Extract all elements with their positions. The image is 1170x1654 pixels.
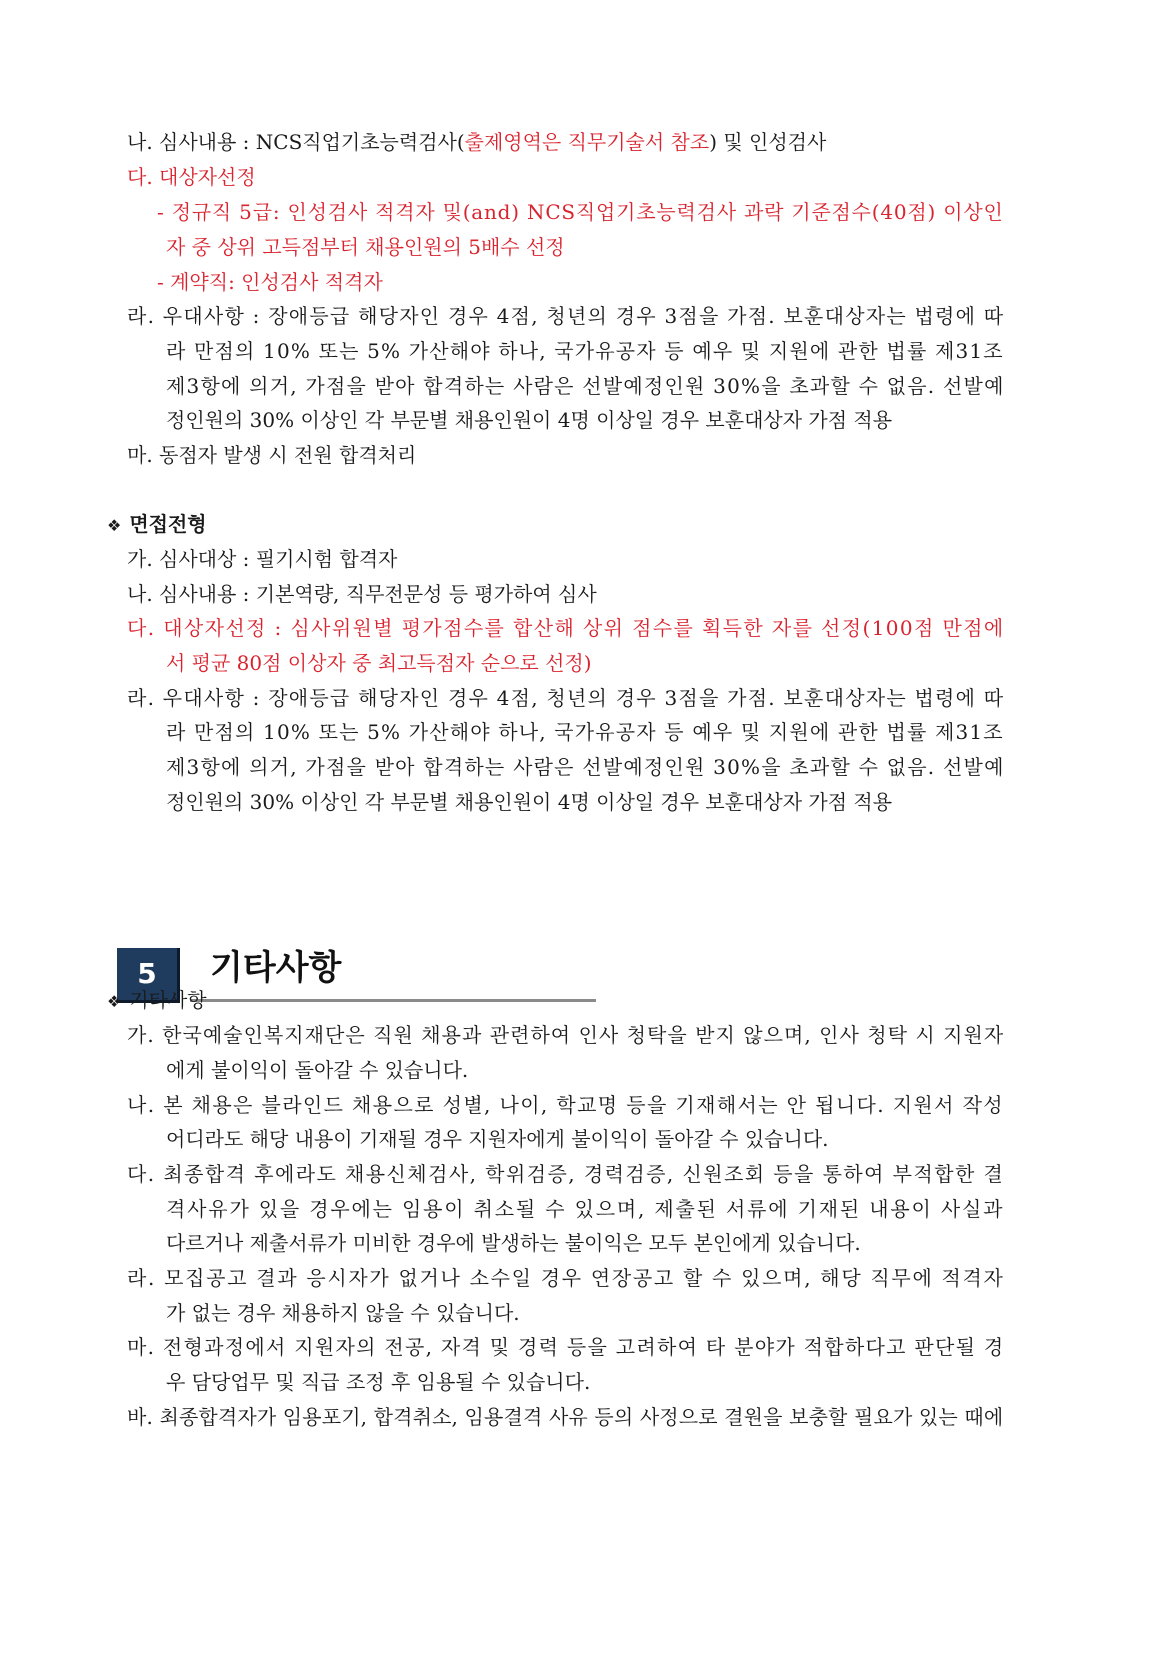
selection-regular-line2: 자 중 상위 고득점부터 채용인원의 5배수 선정 — [166, 235, 565, 259]
misc-item-na-line1: 나. 본 채용은 블라인드 채용으로 성별, 나이, 학교명 등을 기재해서는 안 됩니다. 지원서 작성 — [127, 1093, 1004, 1117]
written-preference-line2: 라 만점의 10% 또는 5% 가산해야 하나, 국가유공자 등 예우 및 지원에 관한 법률 제31조 — [166, 339, 1004, 363]
diamond-bullet-icon: ❖ — [107, 992, 122, 1011]
misc-item-ma-line1: 마. 전형과정에서 지원자의 전공, 자격 및 경력 등을 고려하여 타 분야가 적합하다고 판단될 경 — [127, 1335, 1005, 1359]
misc-item-ba-line1: 바. 최종합격자가 임용포기, 합격취소, 임용결격 사유 등의 사정으로 결원을 보충할 필요가 있는 때에 — [127, 1405, 1004, 1429]
misc-item-ra-line1: 라. 모집공고 결과 응시자가 없거나 소수일 경우 연장공고 할 수 있으며, 해당 직무에 적격자 — [127, 1266, 1005, 1290]
written-exam-content — [127, 124, 826, 160]
interview-preference-line3: 제3항에 의거, 가점을 받아 합격하는 사람은 선발예정인원 30%을 초과할 수 없음. 선발예 — [166, 755, 1005, 779]
written-tie-rule: 마. 동점자 발생 시 전원 합격처리 — [127, 443, 417, 467]
interview-preference-line4: 정인원의 30% 이상인 각 부문별 채용인원이 4명 이상일 경우 보훈대상자 가점 적용 — [166, 790, 893, 814]
interview-preference-line2: 라 만점의 10% 또는 5% 가산해야 하나, 국가유공자 등 예우 및 지원에 관한 법률 제31조 — [166, 720, 1004, 744]
interview-heading-text: 면접전형 — [129, 512, 207, 536]
misc-item-da-line2: 격사유가 있을 경우에는 임용이 취소될 수 있으며, 제출된 서류에 기재된 내용이 사실과 — [166, 1197, 1005, 1221]
misc-item-ra-line2: 가 없는 경우 채용하지 않을 수 있습니다. — [166, 1301, 520, 1325]
misc-heading — [107, 982, 207, 1020]
written-preference-line1: 라. 우대사항 : 장애등급 해당자인 경우 4점, 청년의 경우 3점을 가점. 보훈대상자는 법령에 따 — [127, 304, 1005, 328]
interview-content: 나. 심사내용 : 기본역량, 직무전문성 등 평가하여 심사 — [127, 582, 597, 606]
selection-regular-line1: - 정규직 5급: 인성검사 적격자 및(and) NCS직업기초능력검사 과락 기준점수(40점) 이상인 — [157, 200, 1004, 224]
written-preference-line3: 제3항에 의거, 가점을 받아 합격하는 사람은 선발예정인원 30%을 초과할 수 없음. 선발예 — [166, 374, 1005, 398]
misc-item-na-line2: 어디라도 해당 내용이 기재될 경우 지원자에게 불이익이 돌아갈 수 있습니다. — [166, 1127, 829, 1151]
interview-target: 가. 심사대상 : 필기시험 합격자 — [127, 547, 398, 571]
section-number-badge: 5 — [117, 948, 180, 1003]
content-prefix: 나. 심사내용 : NCS직업기초능력검사( — [127, 130, 465, 154]
misc-item-ga-line1: 가. 한국예술인복지재단은 직원 채용과 관련하여 인사 청탁을 받지 않으며, 인사 청탁 시 지원자 — [127, 1023, 1005, 1047]
diamond-bullet-icon: ❖ — [107, 516, 122, 535]
misc-item-da-line3: 다르거나 제출서류가 미비한 경우에 발생하는 불이익은 모두 본인에게 있습니다. — [166, 1231, 861, 1255]
interview-selection-line1: 다. 대상자선정 : 심사위원별 평가점수를 합산해 상위 점수를 획득한 자를 선정(100점 만점에 — [127, 616, 1005, 640]
misc-item-ga-line2: 에게 불이익이 돌아갈 수 있습니다. — [166, 1058, 469, 1082]
section-title-underline — [190, 999, 596, 1002]
misc-item-ma-line2: 우 담당업무 및 직급 조정 후 임용될 수 있습니다. — [166, 1370, 591, 1394]
interview-preference-line1: 라. 우대사항 : 장애등급 해당자인 경우 4점, 청년의 경우 3점을 가점. 보훈대상자는 법령에 따 — [127, 686, 1005, 710]
interview-selection-line2: 서 평균 80점 이상자 중 최고득점자 순으로 선정) — [166, 651, 592, 675]
selection-contract: - 계약직: 인성검사 적격자 — [157, 270, 383, 294]
written-preference-line4: 정인원의 30% 이상인 각 부문별 채용인원이 4명 이상일 경우 보훈대상자 가점 적용 — [166, 408, 893, 432]
section-title: 기타사항 — [210, 948, 342, 988]
written-exam-selection-heading: 다. 대상자선정 — [127, 165, 256, 189]
misc-item-da-line1: 다. 최종합격 후에라도 채용신체검사, 학위검증, 경력검증, 신원조회 등을 통하여 부적합한 결 — [127, 1162, 1005, 1186]
content-suffix: ) 및 인성검사 — [709, 130, 827, 154]
misc-heading-text: 기타사항 — [129, 988, 207, 1012]
interview-heading — [107, 506, 207, 544]
content-red-note: 출제영역은 직무기술서 참조 — [464, 130, 710, 154]
